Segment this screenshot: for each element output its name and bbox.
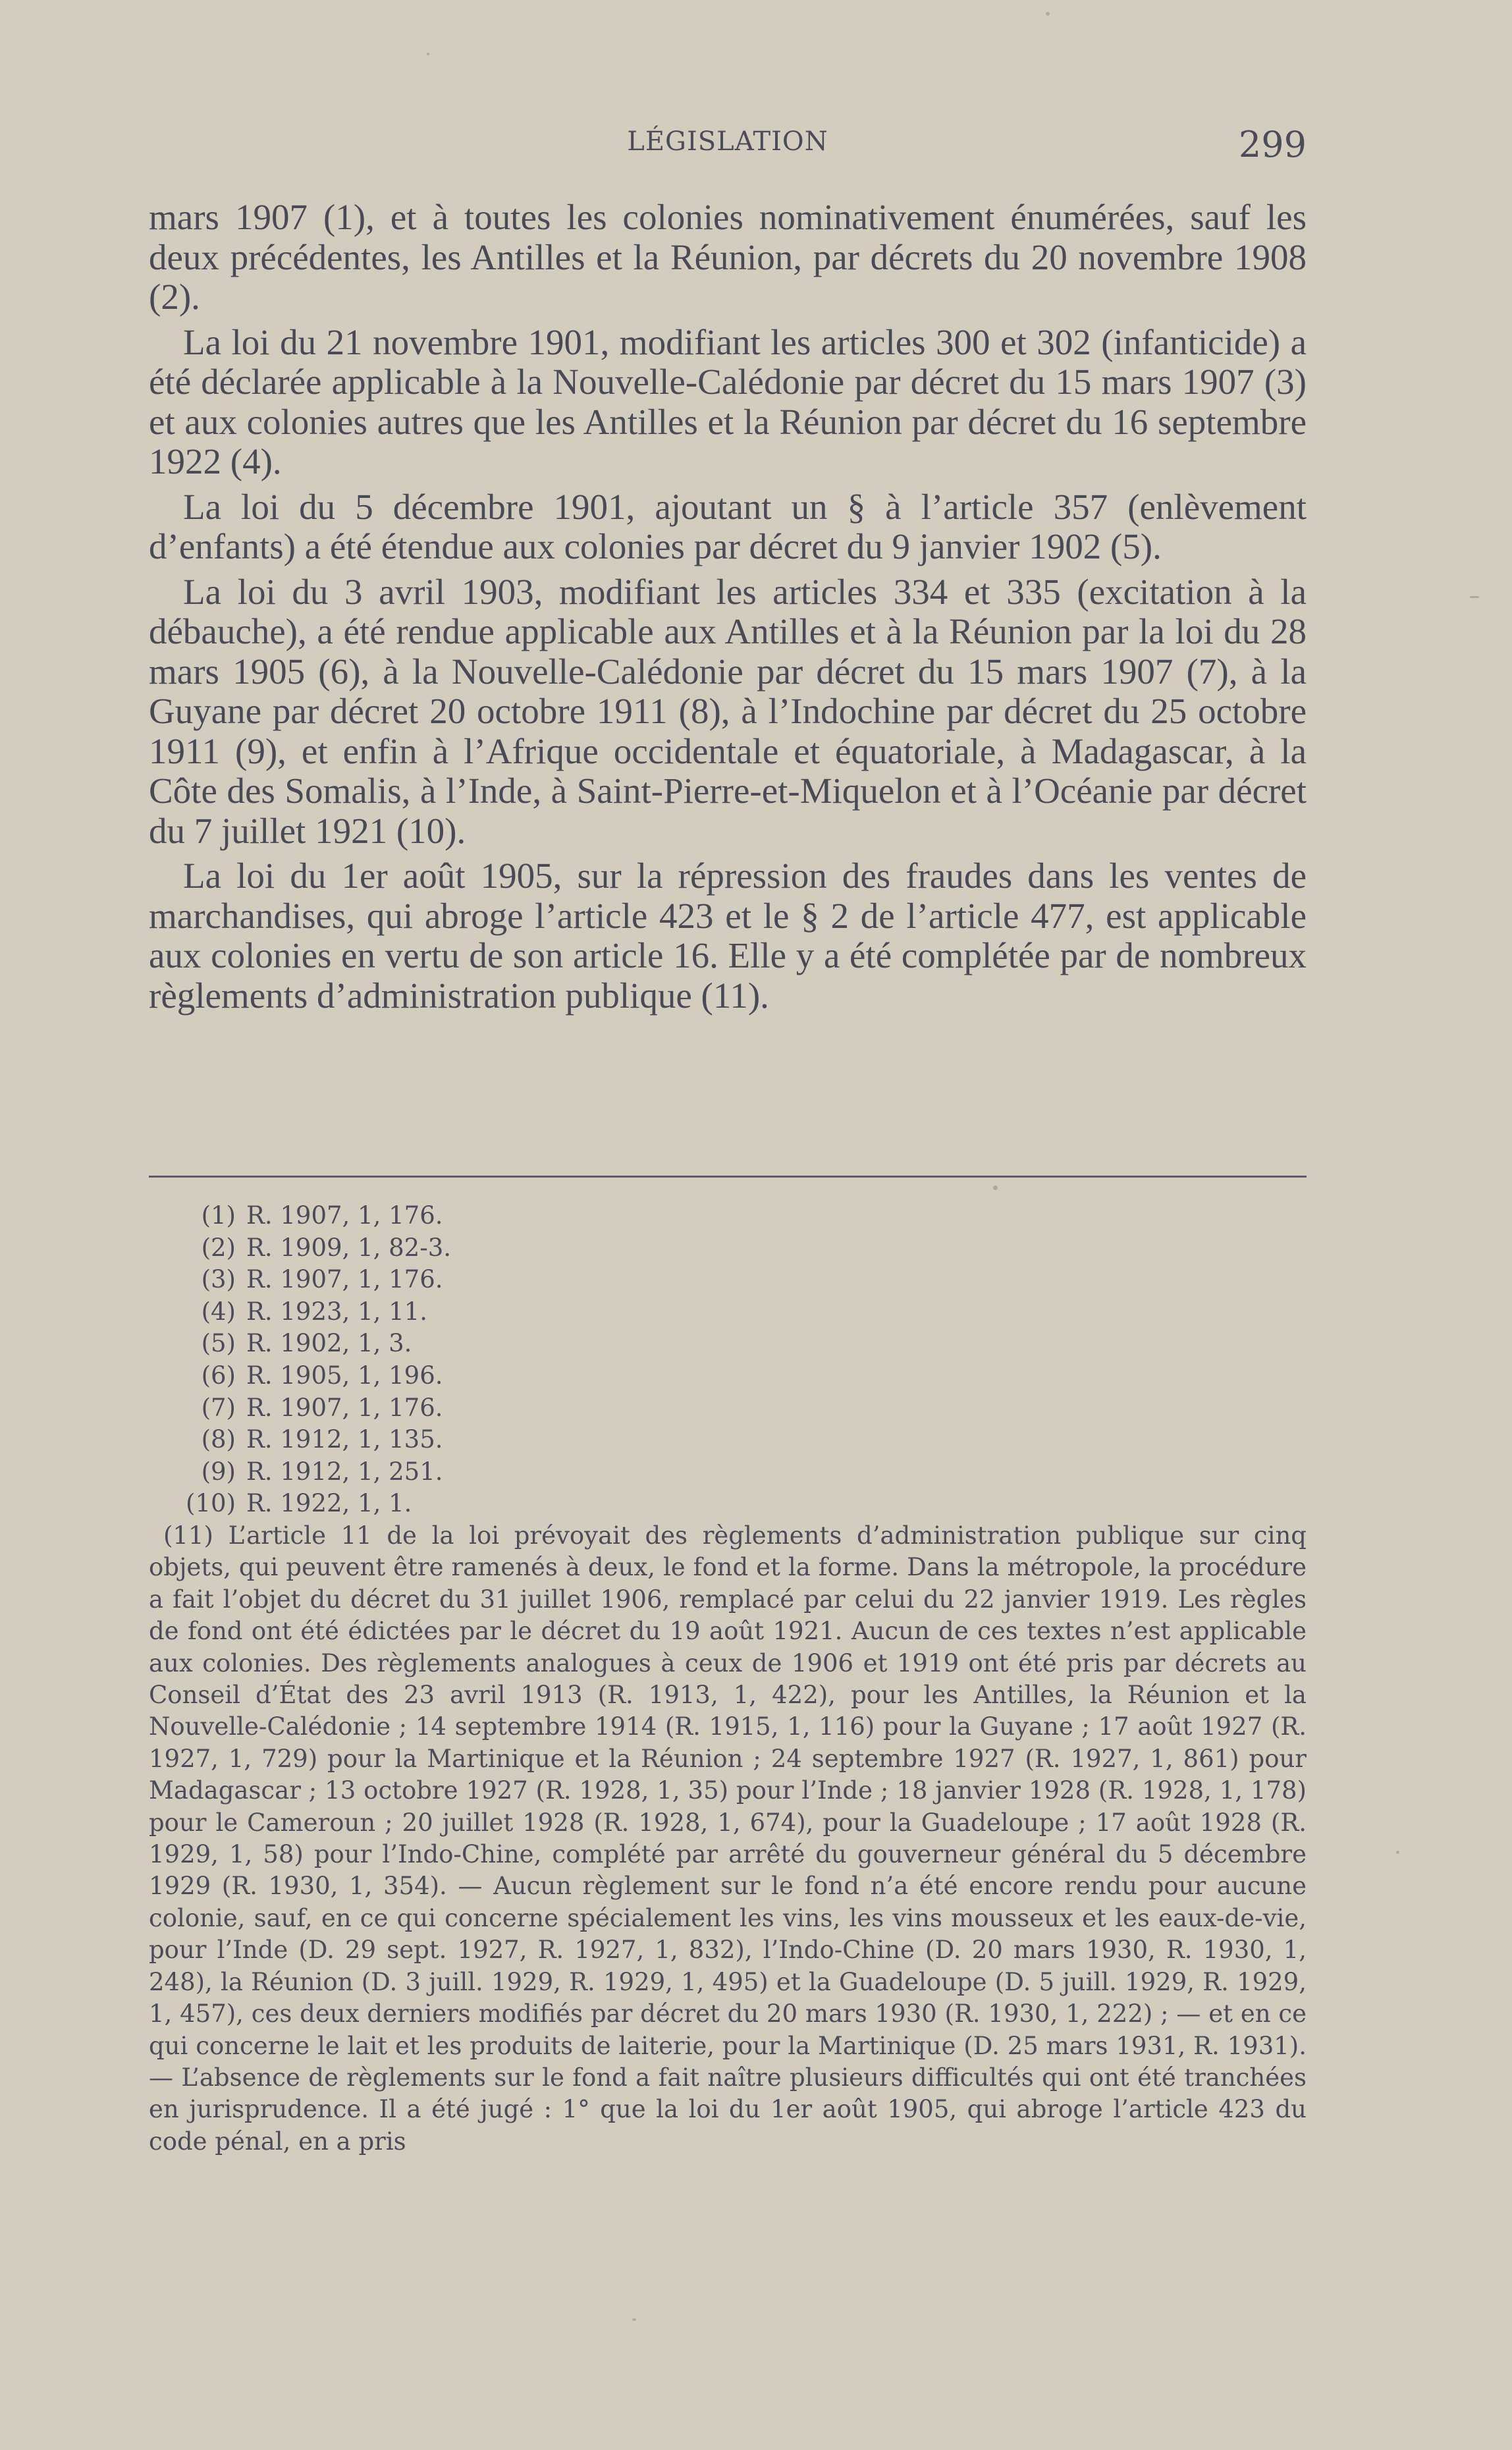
footnote-number: (5) — [201, 1329, 236, 1358]
footnote — [162, 1328, 952, 1360]
footnote — [162, 1200, 952, 1232]
footnote — [162, 1424, 952, 1456]
footnote-text: R. 1923, 1, 11. — [246, 1297, 427, 1326]
footnote — [162, 1296, 952, 1328]
page-number: 299 — [1238, 124, 1307, 165]
main-text — [149, 198, 1307, 1021]
page-header — [149, 126, 1307, 173]
footnote — [162, 1264, 952, 1296]
footnote-text: R. 1922, 1, 1. — [246, 1489, 412, 1518]
footnote — [162, 1392, 952, 1425]
footnote — [162, 1232, 952, 1265]
footnote-separator — [149, 1176, 1307, 1178]
footnote — [162, 1488, 952, 1520]
paper-speck — [632, 2318, 636, 2321]
footnote-text: R. 1907, 1, 176. — [246, 1393, 443, 1422]
paragraph: La loi du 3 avril 1903, modifiant les articles 334 et 335 (excitation à la débauche), a été rendue applicable aux Antilles et à la Réunion par la loi du 28 mars 1905 (6), à la Nouvelle-Calédonie par décret du 15 mars 1907 (7), à la Guyane par décret 20 octobre 1911 (8), à l’Indochine par décret du 25 octobre 1911 (9), et enfin à l’Afrique occidentale et équatoriale, à Madagascar, à la Côte des Somalis, à l’Inde, à Saint-Pierre-et-Miquelon et à l’Océanie par décret du 7 juillet 1921 (10). — [149, 571, 1307, 851]
footnotes-list — [162, 1200, 952, 1520]
footnote-text: R. 1909, 1, 82-3. — [246, 1233, 452, 1262]
footnote-number: (11) — [163, 1521, 213, 1550]
footnote — [162, 1360, 952, 1392]
footnote-text: R. 1902, 1, 3. — [246, 1329, 412, 1358]
footnote-text: R. 1907, 1, 176. — [246, 1201, 443, 1230]
footnote-number: (3) — [201, 1265, 236, 1294]
footnote-text: L’article 11 de la loi prévoyait des règlements d’administration publique sur cinq objets, qui peuvent être ramenés à deux, le fond et la forme. Dans la métropole, la procédure a fait l’objet du décret du 31 juillet 1906, remplacé par celui du 22 janvier 1919. Les règles de fond ont été édictées par le décret du 19 août 1921. Aucun de ces textes n’est applicable aux colonies. Des règlements analogues à ceux de 1906 et 1919 ont été pris par décrets au Conseil d’État des 23 avril 1913 (R. 1913, 1, 422), pour les Antilles, la Réunion et la Nouvelle-Calédonie ; 14 septembre 1914 (R. 1915, 1, 116) pour la Guyane ; 17 août 1927 (R. 1927, 1, 729) pour la Martinique et la Réunion ; 24 septembre 1927 (R. 1927, 1, 861) pour Madagascar ; 13 octobre 1927 (R. 1928, 1, 35) pour l’Inde ; 18 janvier 1928 (R. 1928, 1, 178) pour le Cameroun ; 20 juillet 1928 (R. 1928, 1, 674), pour la Guadeloupe ; 17 août 1928 (R. 1929, 1, 58) pour l’Indo-Chine, complété par arrêté du gouverneur général du 5 décembre 1929 (R. 1930, 1, 354). — Aucun règlement sur le fond n’a été encore rendu pour aucune colonie, sauf, en ce qui concerne spécialement les vins, les vins mousseux et les eaux-de-vie, pour l’Inde (D. 29 sept. 1927, R. 1927, 1, 832), l’Indo-Chine (D. 20 mars 1930, R. 1930, 1, 248), la Réunion (D. 3 juill. 1929, R. 1929, 1, 495) et la Guadeloupe (D. 5 juill. 1929, R. 1929, 1, 457), ces deux derniers modifiés par décret du 20 mars 1930 (R. 1930, 1, 222) ; — et en ce qui concerne le lait et les produits de laiterie, pour la Martinique (D. 25 mars 1931, R. 1931). — L’absence de règlements sur le fond a fait naître plusieurs difficultés qui ont été tranchées en jurisprudence. Il a été jugé : 1° que la loi du 1er août 1905, qui abroge l’article 423 du code pénal, en a pris — [149, 1521, 1307, 2156]
footnote-number: (8) — [201, 1425, 236, 1454]
paragraph: La loi du 21 novembre 1901, modifiant les articles 300 et 302 (infanticide) a été déclarée applicable à la Nouvelle-Calédonie par décret du 15 mars 1907 (3) et aux colonies autres que les Antilles et la Réunion par décret du 16 septembre 1922 (4). — [149, 321, 1307, 481]
footnote-text: R. 1912, 1, 251. — [246, 1457, 443, 1486]
footnote-long — [149, 1520, 1307, 2158]
footnote-text: R. 1905, 1, 196. — [246, 1361, 443, 1390]
footnote-number: (6) — [201, 1361, 236, 1390]
footnote-number: (7) — [201, 1393, 236, 1422]
paper-speck — [1396, 1851, 1399, 1854]
paper-speck — [993, 1185, 998, 1190]
running-title: LÉGISLATION — [627, 126, 828, 157]
paragraph: La loi du 5 décembre 1901, ajoutant un § à l’article 357 (enlèvement d’enfants) a été étendue aux colonies par décret du 9 janvier 1902 (5). — [149, 486, 1307, 566]
footnote — [162, 1456, 952, 1488]
paper-speck — [1046, 12, 1050, 16]
paper-speck — [427, 53, 429, 55]
paragraph: La loi du 1er août 1905, sur la répression des fraudes dans les ventes de marchandises, qui abroge l’article 423 et le § 2 de l’article 477, est applicable aux colonies en vertu de son article 16. Elle y a été complétée par de nombreux règlements d’administration publique (11). — [149, 856, 1307, 1016]
paragraph: mars 1907 (1), et à toutes les colonies nominativement énumérées, sauf les deux précédentes, les Antilles et la Réunion, par décrets du 20 novembre 1908 (2). — [149, 197, 1307, 317]
footnote-number: (1) — [201, 1201, 236, 1230]
footnote-number: (2) — [201, 1233, 236, 1262]
footnote-number: (4) — [201, 1297, 236, 1326]
footnote-text: R. 1907, 1, 176. — [246, 1265, 443, 1294]
footnote-text: R. 1912, 1, 135. — [246, 1425, 443, 1454]
footnote-number: (10) — [186, 1489, 236, 1518]
footnote-number: (9) — [201, 1457, 236, 1486]
paper-speck — [1470, 596, 1479, 598]
